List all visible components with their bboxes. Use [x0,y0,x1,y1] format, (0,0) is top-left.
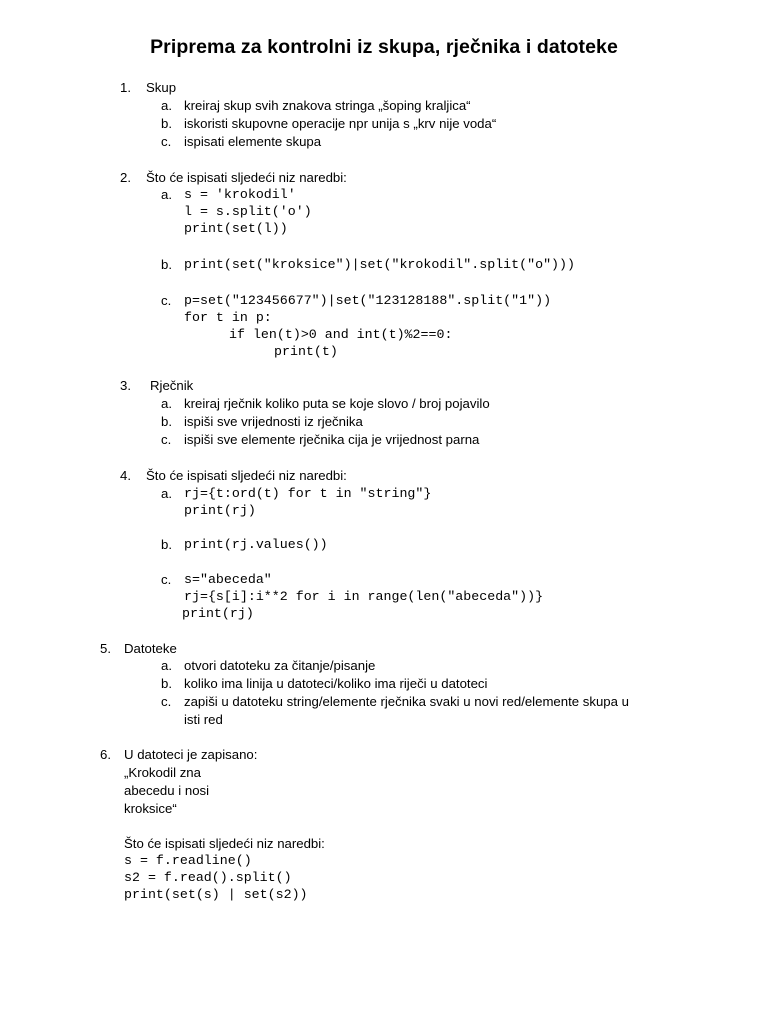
section-3-c-marker: c. [161,432,172,447]
section-2-c-code-line: for t in p: [184,310,272,325]
section-4-c-code-line: s="abeceda" [184,572,272,587]
section-1-item-c: ispisati elemente skupa [184,134,322,149]
section-6-file-line: „Krokodil zna [124,765,201,780]
section-6-code-line: s2 = f.read().split() [124,870,292,885]
section-3-heading: Rječnik [150,378,194,393]
section-5-item-a: otvori datoteku za čitanje/pisanje [184,658,376,673]
section-3-item-c: ispiši sve elemente rječnika cija je vrijednost parna [184,432,480,447]
section-4-heading: Što će ispisati sljedeći niz naredbi: [146,468,347,483]
section-2-number: 2. [120,170,131,185]
section-1-b-marker: b. [161,116,172,131]
section-5-b-marker: b. [161,676,172,691]
section-6-heading: U datoteci je zapisano: [124,747,258,762]
section-6-code-line: print(set(s) | set(s2)) [124,887,308,902]
section-4-b-marker: b. [161,537,172,552]
section-5-item-b: koliko ima linija u datoteci/koliko ima riječi u datoteci [184,676,488,691]
section-6-question: Što će ispisati sljedeći niz naredbi: [124,836,325,851]
section-2-b-code-line: print(set("kroksice")|set("krokodil".split("o"))) [184,257,575,272]
section-6-file-line: abecedu i nosi [124,783,210,798]
section-4-c-marker: c. [161,572,172,587]
section-1-c-marker: c. [161,134,172,149]
section-4-b-code-line: print(rj.values()) [184,537,328,552]
section-5-item-c-line2: isti red [184,712,223,727]
section-4-c-code-line: rj={s[i]:i**2 for i in range(len("abeceda"))} [184,589,544,604]
section-2-c-code-line: if len(t)>0 and int(t)%2==0: [229,327,453,342]
section-2-heading: Što će ispisati sljedeći niz naredbi: [146,170,347,185]
section-1-item-a: kreiraj skup svih znakova stringa „šoping kraljica“ [184,98,471,113]
section-2-c-code-line: p=set("123456677")|set("123128188".split("1")) [184,293,552,308]
section-1-item-b: iskoristi skupovne operacije npr unija s „krv nije voda“ [184,116,497,131]
section-2-a-code-line: s = 'krokodil' [184,187,296,202]
section-6-code-line: s = f.readline() [124,853,252,868]
section-1-number: 1. [120,80,131,95]
section-5-heading: Datoteke [124,641,177,656]
section-4-a-marker: a. [161,486,172,501]
section-5-c-marker: c. [161,694,172,709]
section-2-c-code-line: print(t) [274,344,338,359]
section-2-a-code-line: l = s.split('o') [184,204,312,219]
section-1-a-marker: a. [161,98,172,113]
section-2-a-code-line: print(set(l)) [184,221,288,236]
document-title: Priprema za kontrolni iz skupa, rječnika i datoteke [150,36,618,58]
section-2-c-marker: c. [161,293,172,308]
section-4-a-code-line: rj={t:ord(t) for t in "string"} [184,486,432,501]
section-4-a-code-line: print(rj) [184,503,256,518]
section-4-c-code-line: print(rj) [182,606,254,621]
section-6-file-line: kroksice“ [124,801,177,816]
section-3-number: 3. [120,378,131,393]
section-6-number: 6. [100,747,111,762]
section-5-item-c-line1: zapiši u datoteku string/elemente rječnika svaki u novi red/elemente skupa u [184,694,629,709]
section-3-item-b: ispiši sve vrijednosti iz rječnika [184,414,363,429]
section-2-a-marker: a. [161,187,172,202]
section-1-heading: Skup [146,80,177,95]
section-3-b-marker: b. [161,414,172,429]
section-4-number: 4. [120,468,131,483]
section-3-item-a: kreiraj rječnik koliko puta se koje slovo / broj pojavilo [184,396,490,411]
section-3-a-marker: a. [161,396,172,411]
section-5-a-marker: a. [161,658,172,673]
section-5-number: 5. [100,641,111,656]
section-2-b-marker: b. [161,257,172,272]
